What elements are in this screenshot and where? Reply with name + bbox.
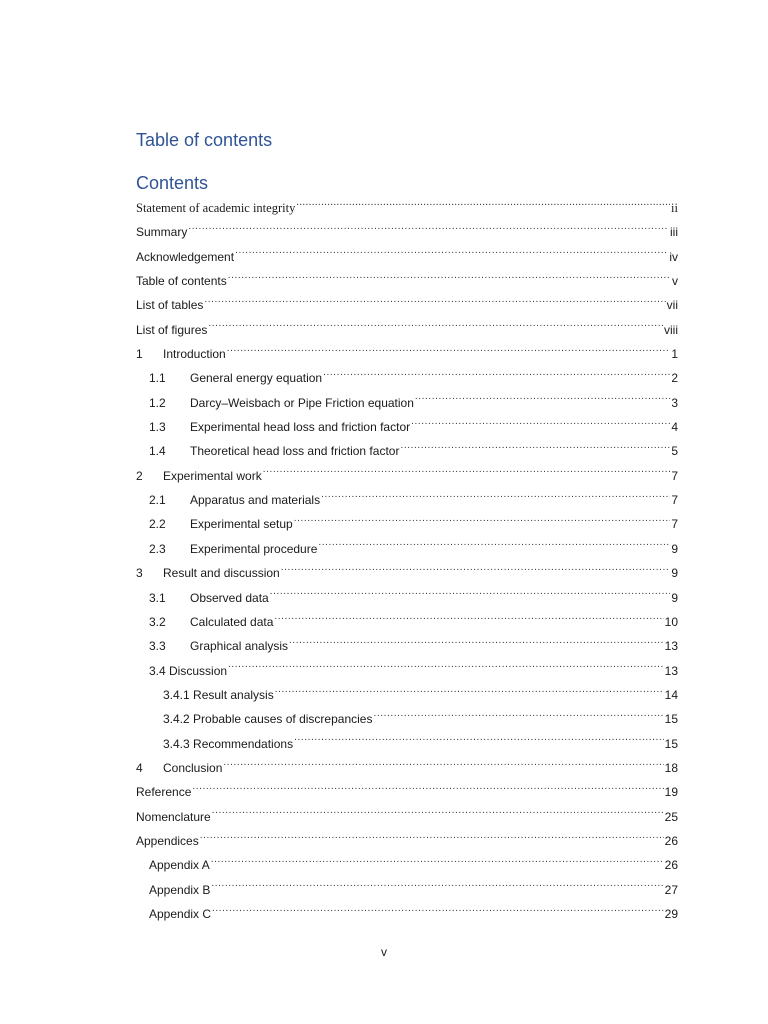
toc-entry-page: 4 [671,420,678,435]
toc-entry-title[interactable]: General energy equation [190,371,323,386]
toc-entry[interactable] [136,780,678,804]
toc-entry-number: 1.4 [149,444,166,459]
toc-entry-page: 26 [664,858,678,873]
toc-entry-page: 9 [671,590,678,605]
toc-entry-page: 9 [671,566,678,581]
toc-dot-leader [274,614,663,626]
toc-entry[interactable] [136,756,678,780]
toc-entry-number: 2.1 [149,493,166,508]
toc-dot-leader [373,711,663,723]
toc-entry-title[interactable]: Apparatus and materials [190,493,321,508]
toc-entry-page: 14 [664,687,678,702]
toc-dot-leader [204,297,665,309]
toc-entry-title[interactable]: List of tables [136,298,204,313]
toc-dot-leader [294,736,664,748]
toc-entry-number: 3.3 [149,639,166,654]
toc-entry[interactable] [136,659,678,683]
page-title: Table of contents [136,130,273,150]
toc-entry-page: 10 [664,614,678,629]
toc-entry-title[interactable]: Experimental procedure [190,541,318,556]
toc-entry[interactable] [136,610,678,634]
toc-dot-leader [296,200,670,212]
toc-entry-page: 25 [664,809,678,824]
toc-entry[interactable] [136,293,678,317]
toc-dot-leader [208,322,663,334]
toc-dot-leader [228,663,664,675]
toc-dot-leader [275,687,664,699]
toc-entry-page: 19 [664,785,678,800]
toc-dot-leader [188,224,669,236]
toc-entry[interactable] [136,537,678,561]
toc-entry[interactable] [136,439,678,463]
toc-entry[interactable] [136,512,678,536]
toc-entry[interactable] [136,318,678,342]
toc-entry[interactable] [136,732,678,756]
toc-entry-number: 2.3 [149,541,166,556]
toc-list [136,196,678,926]
toc-entry-number: 1.3 [149,420,166,435]
toc-entry-page: viii [664,322,678,337]
toc-dot-leader [415,395,670,407]
toc-dot-leader [289,638,664,650]
toc-entry-number: 4 [136,760,143,775]
toc-entry-title[interactable]: Result and discussion [163,566,280,581]
toc-entry[interactable] [136,853,678,877]
toc-dot-leader [223,760,663,772]
toc-dot-leader [270,590,671,602]
toc-entry[interactable] [136,488,678,512]
toc-entry[interactable] [136,269,678,293]
toc-entry-page: 15 [664,736,678,751]
toc-entry-title[interactable]: Graphical analysis [190,639,289,654]
toc-entry-number: 1.1 [149,371,166,386]
toc-entry-number: 3 [136,566,143,581]
toc-entry-title[interactable]: Experimental setup [190,517,293,532]
toc-entry-page: 2 [671,371,678,386]
toc-dot-leader [212,809,664,821]
toc-entry-title[interactable]: Conclusion [163,760,223,775]
toc-dot-leader [228,273,671,285]
toc-entry-number: 3.2 [149,614,166,629]
toc-entry-page: iv [669,249,678,264]
toc-dot-leader [235,249,668,261]
contents-heading: Contents [136,173,209,193]
toc-entry[interactable] [136,245,678,269]
toc-entry-page: 1 [671,347,678,362]
toc-entry-page: 18 [664,760,678,775]
toc-entry[interactable] [136,805,678,829]
toc-entry[interactable] [136,902,678,926]
toc-dot-leader [323,370,670,382]
toc-entry-page: 9 [671,541,678,556]
toc-entry-page: ii [671,201,678,215]
toc-entry[interactable] [136,391,678,415]
toc-entry[interactable] [136,220,678,244]
toc-entry-number: 1.2 [149,395,166,410]
toc-entry-title[interactable]: Summary [136,225,188,240]
toc-dot-leader [263,468,671,480]
toc-entry-page: 13 [664,639,678,654]
toc-entry-title[interactable]: List of figures [136,322,208,337]
toc-dot-leader [211,882,663,894]
toc-dot-leader [411,419,670,431]
toc-entry-title[interactable]: Reference [136,785,192,800]
toc-entry[interactable] [136,342,678,366]
toc-entry-title[interactable]: Statement of academic integrity [136,201,296,215]
toc-entry-page: iii [670,225,678,240]
toc-entry[interactable] [136,683,678,707]
toc-entry[interactable] [136,366,678,390]
toc-entry[interactable] [136,561,678,585]
toc-entry[interactable] [136,707,678,731]
page-number: v [381,945,387,959]
toc-entry-title[interactable]: Introduction [163,347,226,362]
toc-dot-leader [211,857,664,869]
toc-entry[interactable] [136,196,678,220]
toc-entry-page: 15 [664,712,678,727]
toc-entry[interactable] [136,586,678,610]
toc-entry-page: 29 [664,906,678,921]
toc-entry-page: 13 [664,663,678,678]
toc-entry-title[interactable]: Calculated data [190,614,274,629]
toc-entry-title[interactable]: 3.4.3 Recommendations [163,736,294,751]
toc-entry-page: 27 [664,882,678,897]
toc-dot-leader [321,492,670,504]
toc-dot-leader [281,565,671,577]
toc-entry-title[interactable]: 3.4.2 Probable causes of discrepancies [163,712,373,727]
toc-entry-title[interactable]: Theoretical head loss and friction factor [190,444,400,459]
toc-entry-title[interactable]: Appendix A [149,858,210,873]
toc-entry-page: vii [666,298,678,313]
toc-entry-title[interactable]: 3.4 Discussion [149,663,228,678]
toc-entry-page: v [672,274,678,289]
toc-entry-number: 3.1 [149,590,166,605]
toc-dot-leader [294,516,671,528]
toc-dot-leader [400,443,670,455]
toc-entry-title[interactable]: Experimental head loss and friction factor [190,420,411,435]
toc-entry-number: 1 [136,347,143,362]
toc-entry-page: 7 [671,468,678,483]
toc-dot-leader [212,906,664,918]
toc-entry-title[interactable]: Darcy–Weisbach or Pipe Friction equation [190,395,414,410]
toc-dot-leader [318,541,670,553]
toc-entry-page: 5 [671,444,678,459]
toc-dot-leader [192,784,663,796]
toc-entry-page: 3 [671,395,678,410]
toc-entry[interactable] [136,829,678,853]
toc-entry-title[interactable]: Acknowledgement [136,249,235,264]
toc-entry-page: 26 [664,833,678,848]
toc-entry[interactable] [136,634,678,658]
toc-entry[interactable] [136,464,678,488]
toc-entry[interactable] [136,878,678,902]
toc-entry-title[interactable]: Appendix B [149,882,211,897]
toc-dot-leader [200,833,664,845]
toc-entry-title[interactable]: Appendices [136,833,199,848]
toc-entry-title[interactable]: Experimental work [163,468,262,483]
toc-entry-title[interactable]: Nomenclature [136,809,211,824]
toc-entry-title[interactable]: Appendix C [149,906,212,921]
toc-entry-page: 7 [671,517,678,532]
toc-entry-title[interactable]: Observed data [190,590,269,605]
toc-dot-leader [227,346,671,358]
toc-entry-number: 2 [136,468,143,483]
toc-entry[interactable] [136,415,678,439]
toc-entry-title[interactable]: Table of contents [136,274,227,289]
toc-entry-number: 2.2 [149,517,166,532]
toc-entry-title[interactable]: 3.4.1 Result analysis [163,687,274,702]
toc-entry-page: 7 [671,493,678,508]
